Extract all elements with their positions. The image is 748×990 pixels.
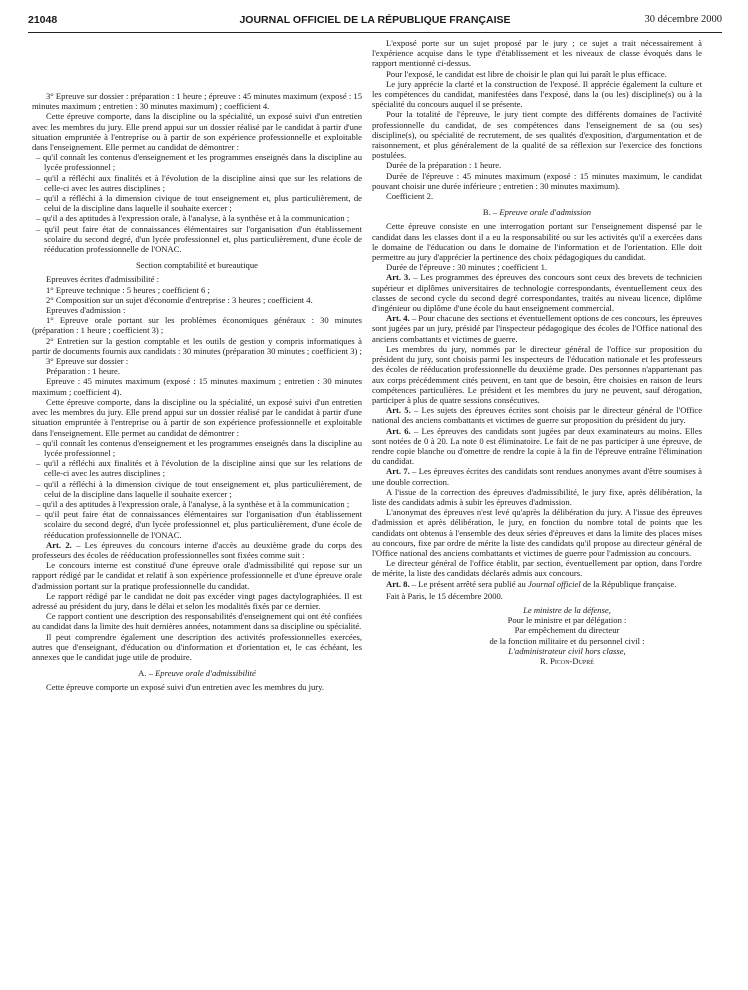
- paragraph: Il peut comprendre également une description des activités professionnelles exercées, autres que d'enseignant, d'éducation ou d'information et d'orientation et, le cas échéant, les annexes que le candidat juge utile de produire.: [32, 631, 362, 662]
- issue-date: 30 décembre 2000: [644, 14, 722, 25]
- signatory-delegation: de la fonction militaire et du personnel civil :: [489, 635, 645, 646]
- list-item: – qu'il a réfléchi aux finalités et à l'évolution de la discipline ainsi que sur les relations de celle-ci avec les autres disciplines ;: [32, 173, 362, 193]
- heading-text: Epreuve orale d'admission: [499, 207, 592, 218]
- signatory-delegation: Pour le ministre et par délégation :: [507, 615, 627, 626]
- heading-text: Epreuve orale d'admissibilité: [155, 668, 256, 679]
- signatory-role: L'administrateur civil hors classe,: [508, 645, 626, 656]
- article-number: Art. 5.: [386, 405, 411, 416]
- list-item: – qu'il peut faire état de connaissances élémentaires sur l'organisation d'un établissement scolaire du second degré, d'un lycée professionnel et, plus particulièrement, d'une école de rééducation professionnelle de l'ONAC.: [32, 509, 362, 540]
- article-7: [372, 466, 702, 486]
- paragraph: 3° Epreuve sur dossier :: [46, 356, 129, 367]
- criteria-list: [32, 438, 362, 540]
- journal-reference: Journal officiel: [527, 578, 581, 589]
- paragraph: Epreuves écrites d'admissibilité :: [46, 274, 159, 285]
- article-text: – Pour chacune des sections et éventuellement options de ces concours, les épreuves sont jugées par un jury, présidé par l'inspecteur pédagogique des écoles de l'Office national des anciens combattants et victimes de guerre.: [372, 313, 702, 344]
- paragraph: L'anonymat des épreuves n'est levé qu'après la délibération du jury. A l'issue des épreuves d'admission et après délibération, le jury, en fonction du nombre total de points que les candidats ont obtenus à l'ensemble des deux séries d'épreuves et dans la limite des places mises au concours, fixe par ordre de mérite la liste des candidats qu'il propose au directeur général de l'Office national des anciens combattants et victimes de guerre pour l'admission au concours.: [372, 507, 702, 558]
- paragraph: Cette épreuve comporte un exposé suivi d'un entretien avec les membres du jury.: [46, 682, 325, 693]
- paragraph: Le directeur général de l'office établit, par section, éventuellement par option, dans l'ordre de mérite, la liste des candidats déclarés admis aux concours.: [372, 558, 702, 579]
- paragraph: 2° Composition sur un sujet d'économie d'entreprise : 3 heures ; coefficient 4.: [46, 294, 313, 305]
- signatory-name: R. Picon-Dupré: [540, 655, 594, 666]
- paragraph: Durée de l'épreuve : 45 minutes maximum (exposé : 15 minutes maximum, le candidat pouvant choisir une durée inférieure ; entretien : 30 minutes maximum).: [372, 170, 702, 191]
- signature-block: [432, 605, 702, 666]
- article-text: – Les sujets des épreuves écrites sont choisis par le directeur général de l'Office national des anciens combattants et victimes de guerre sur proposition du président du jury.: [372, 405, 702, 426]
- article-text: – Les programmes des épreuves des concours sont ceux des brevets de technicien supérieur et diplômes universitaires de technologie correspondants, éventuellement ceux des classes de second cycle du second degré correspondantes, traités au niveau licence, diplôme d'ingénieur ou diplôme d'une école du haut enseignement commercial.: [372, 272, 702, 314]
- list-item: – qu'il connaît les contenus d'enseignement et les programmes enseignés dans la discipline au lycée professionnel ;: [32, 152, 362, 172]
- heading-prefix: A. –: [138, 668, 156, 679]
- article-text: de la République française.: [580, 578, 677, 589]
- article-text: – Les épreuves écrites des candidats sont rendues anonymes avant d'être soumises à une double correction.: [372, 466, 702, 487]
- list-item: – qu'il a réfléchi à la dimension civique de tout enseignement et, plus particulièrement, de celui de la discipline dans laquelle il souhaite exercer ;: [32, 193, 362, 213]
- subsection-heading-b: [372, 207, 702, 217]
- paragraph: Epreuves d'admission :: [46, 305, 126, 316]
- page-header: [28, 14, 722, 30]
- section-heading: Section comptabilité et bureautique: [136, 260, 258, 271]
- paragraph: Préparation : 1 heure.: [46, 366, 120, 377]
- article-number: Art. 8.: [386, 578, 410, 589]
- paragraph: Epreuve : 45 minutes maximum (exposé : 15 minutes maximum ; entretien : 30 minutes maximum ; coefficient 4).: [32, 376, 362, 397]
- list-item: – qu'il a réfléchi à la dimension civique de tout enseignement et, plus particulièrement, de celui de la discipline dans laquelle il souhaite exercer ;: [32, 479, 362, 499]
- paragraph: Coefficient 2.: [386, 191, 434, 202]
- paragraph: Ce rapport contient une description des responsabilités d'enseignement qui ont été confiées au candidat dans la limite des huit dernières années, notamment dans sa discipline ou spécialité.: [32, 611, 362, 632]
- paragraph: Durée de l'épreuve : 30 minutes ; coefficient 1.: [386, 262, 548, 273]
- article-2: [32, 540, 362, 560]
- list-item: – qu'il a des aptitudes à l'expression orale, à l'analyse, à la synthèse et à la communication ;: [32, 499, 362, 509]
- article-number: Art. 3.: [386, 272, 411, 283]
- paragraph: 2° Entretien sur la gestion comptable et les outils de gestion y compris informatiques à partir de documents fournis aux candidats : 30 minutes (préparation 30 minutes ; coefficient 3) ;: [32, 335, 362, 356]
- list-item: – qu'il peut faire état de connaissances élémentaires sur l'organisation d'un établissement scolaire du second degré, d'un lycée professionnel et, plus particulièrement, d'une école de rééducation professionnelle de l'ONAC.: [32, 224, 362, 255]
- signatory-title: Le ministre de la défense,: [523, 604, 611, 615]
- article-number: Art. 2.: [46, 539, 72, 550]
- heading-prefix: B. –: [482, 207, 500, 218]
- list-item: – qu'il a des aptitudes à l'expression orale, à l'analyse, à la synthèse et à la communication ;: [32, 213, 362, 223]
- paragraph: 3° Epreuve sur dossier : préparation : 1 heure ; épreuve : 45 minutes maximum (exposé : 15 minutes maximum ; entretien : 30 minutes maximum) ; coefficient 4.: [32, 91, 362, 112]
- paragraph: Cette épreuve comporte, dans la discipline ou la spécialité, un exposé suivi d'un entretien avec les membres du jury. Elle prend appui sur un dossier réalisé par le candidat à partir d'une situation empruntée à l'entreprise ou à partir de son expérience professionnelle et exploitable dans l'enseignement. Elle permet au candidat de démontrer :: [32, 111, 362, 153]
- paragraph: A l'issue de la correction des épreuves d'admissibilité, le jury fixe, après délibération, la liste des candidats admis à subir les épreuves d'admission.: [372, 486, 702, 507]
- paragraph: 1° Epreuve technique : 5 heures ; coefficient 6 ;: [46, 284, 210, 295]
- paragraph: Le jury apprécie la clarté et la construction de l'exposé. Il apprécie également la culture et les compétences du candidat, manifestées dans l'exposé, dans la (ou les) discipline(s) ou à la spécialité du concours auquel il se présente.: [372, 78, 702, 110]
- article-number: Art. 6.: [386, 425, 411, 436]
- subsection-heading-a: [32, 668, 362, 678]
- right-column: [372, 38, 702, 978]
- journal-title: JOURNAL OFFICIEL DE LA RÉPUBLIQUE FRANÇAISE: [239, 14, 511, 26]
- left-column: [32, 91, 362, 981]
- page-number: 21048: [28, 14, 58, 26]
- paragraph: Durée de la préparation : 1 heure.: [386, 160, 502, 171]
- paragraph: Cette épreuve consiste en une interrogation portant sur l'enseignement dispensé par le candidat dans les classes dont il a eu la responsabilité ou sur les activités qu'il a exercées dans le domaine de l'éducation ou dans le domaine de l'information et de l'orientation. Elle doit permettre au jury d'apprécier la pertinence des choix pédagogiques du candidat.: [372, 221, 702, 263]
- paragraph: Pour l'exposé, le candidat est libre de choisir le plan qui lui paraît le plus efficace.: [386, 68, 667, 79]
- article-text: – Les épreuves des candidats sont jugées par deux examinateurs au moins. Elles sont notées de 0 à 20. La note 0 est éliminatoire. Le fait de ne pas participer à une épreuve, de rendre copie blanche ou d'omettre de rendre la copie à la fin de l'épreuve entraîne l'élimination du candidat.: [372, 425, 702, 467]
- list-item: – qu'il a réfléchi aux finalités et à l'évolution de la discipline ainsi que sur les relations de celle-ci avec les autres disciplines ;: [32, 458, 362, 478]
- article-5: [372, 405, 702, 425]
- paragraph: 1° Epreuve orale portant sur les problèmes économiques généraux : 30 minutes (préparation : 1 heure ; coefficient 3) ;: [32, 315, 362, 336]
- article-number: Art. 4.: [386, 313, 410, 324]
- header-rule: [28, 32, 722, 33]
- article-6: [372, 426, 702, 467]
- article-3: [372, 272, 702, 313]
- paragraph: Pour la totalité de l'épreuve, le jury tient compte des différents domaines de l'activité professionnelle du candidat, de ses compétences dans l'enseignement de sa (ou ses) discipline(s), ou spécialité de recrutement, de ses qualités d'exposition, d'argumentation et de raisonnement, et plus généralement de la qualité de sa réflexion sur l'exercice des fonctions postulées.: [372, 109, 702, 161]
- article-4: [372, 313, 702, 344]
- paragraph: Les membres du jury, nommés par le directeur général de l'office sur proposition du président du jury, sont choisis parmi les inspecteurs de l'éducation nationale et les professeurs des écoles de rééducation professionnelle du deuxième grade. Des personnes n'appartenant pas aux corps précédemment cités peuvent, en tant que de besoin, être choisies en raison de leurs compétences particulières. Le président et les membres du jury ne peuvent, sauf dérogation, participer à plus de quatre sessions consécutives.: [372, 343, 702, 405]
- paragraph: Le rapport rédigé par le candidat ne doit pas excéder vingt pages dactylographiées. Il est adressé au président du jury, dans le délai et selon les modalités fixés par ce dernier.: [32, 590, 362, 611]
- signatory-delegation: Par empêchement du directeur: [514, 625, 620, 636]
- signing-date: Fait à Paris, le 15 décembre 2000.: [386, 590, 503, 601]
- list-item: – qu'il connaît les contenus d'enseignement et les programmes enseignés dans la discipline au lycée professionnel ;: [32, 438, 362, 458]
- criteria-list: [32, 152, 362, 254]
- article-text: – Les épreuves du concours interne d'accès au deuxième grade du corps des professeurs des écoles de rééducation professionnelles sont fixées comme suit :: [32, 539, 362, 560]
- paragraph: L'exposé porte sur un sujet proposé par le jury ; ce sujet a trait nécessairement à l'expérience acquise dans le type d'établissement et les niveaux de classe évoqués dans le rapport mentionné ci-dessus.: [372, 38, 702, 69]
- article-text: – Le présent arrêté sera publié au: [409, 578, 528, 589]
- paragraph: Le concours interne est constitué d'une épreuve orale d'admissibilité qui repose sur un rapport rédigé par le candidat et relatif à son expérience professionnelle et d'une épreuve orale d'admission portant sur la pratique professionnelle du candidat.: [32, 560, 362, 591]
- paragraph: Cette épreuve comporte, dans la discipline ou la spécialité, un exposé suivi d'un entretien avec les membres du jury. Elle prend appui sur un dossier réalisé par le candidat à partir d'une situation empruntée à l'entreprise ou à partir de son expérience professionnelle et exploitable dans l'enseignement. Elle permet au candidat de démontrer :: [32, 396, 362, 438]
- article-number: Art. 7.: [386, 466, 410, 477]
- article-8: [372, 579, 702, 589]
